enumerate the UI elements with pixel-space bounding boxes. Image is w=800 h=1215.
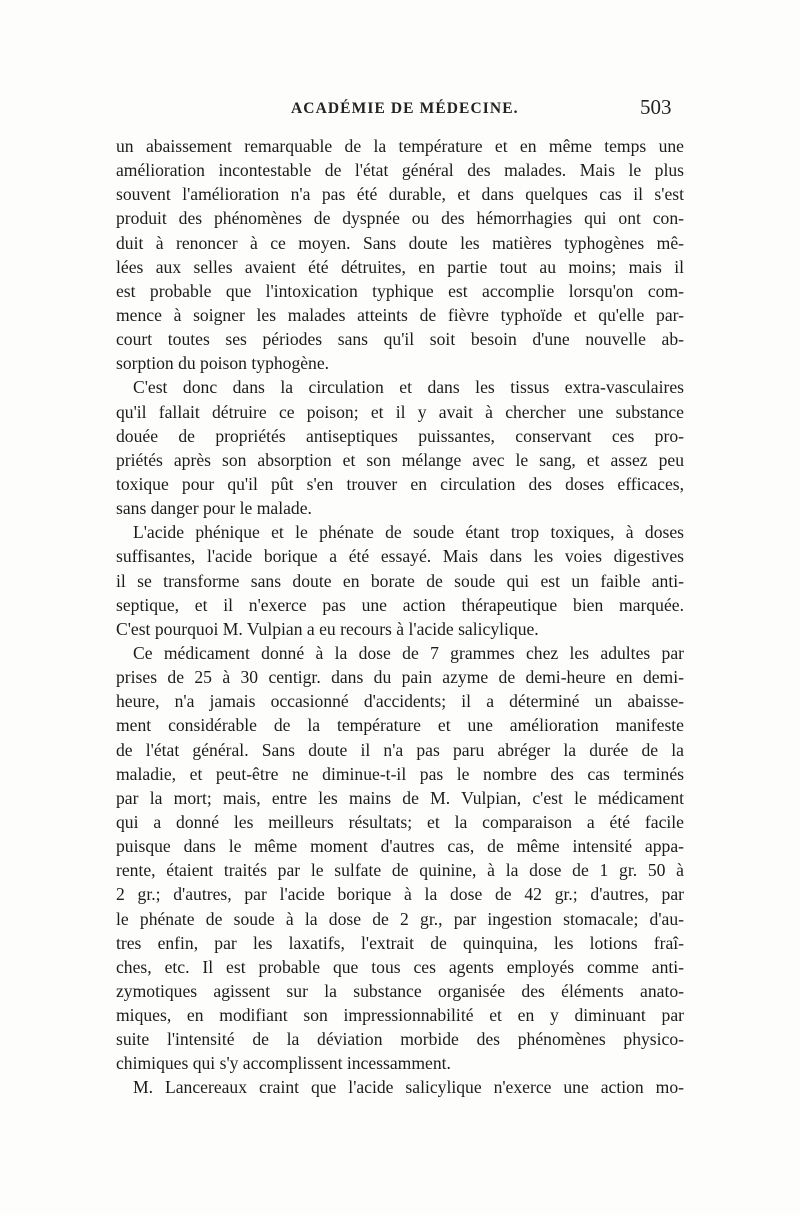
text-line: M. Lancereaux craint que l'acide salicylique n'exerce une action mo-: [133, 1077, 684, 1098]
text-line: sans danger pour le malade.: [116, 498, 312, 519]
text-line: zymotiques agissent sur la substance organisée des éléments anato-: [116, 980, 684, 1001]
text-line: duit à renoncer à ce moyen. Sans doute les matières typhogènes mê-: [116, 232, 684, 253]
text-line: souvent l'amélioration n'a pas été durable, et dans quelques cas il s'est: [116, 184, 684, 205]
text-line: court toutes ses périodes sans qu'il soit besoin d'une nouvelle ab-: [116, 329, 684, 350]
text-line: septique, et il n'exerce pas une action thérapeutique bien marquée.: [116, 594, 684, 615]
running-title: ACADÉMIE DE MÉDECINE.: [291, 100, 519, 117]
text-line: tres enfin, par les laxatifs, l'extrait de quinquina, les lotions fraî-: [116, 932, 684, 953]
text-line: Ce médicament donné à la dose de 7 grammes chez les adultes par: [133, 642, 684, 663]
text-line: heure, n'a jamais occasionné d'accidents; il a déterminé un abaisse-: [116, 691, 684, 712]
text-line: un abaissement remarquable de la température et en même temps une: [116, 136, 684, 156]
text-line: ment considérable de la température et une amélioration manifeste: [116, 715, 684, 736]
text-line: est probable que l'intoxication typhique est accomplie lorsqu'on com-: [116, 280, 684, 301]
text-line: miques, en modifiant son impressionnabilité et en y diminuant par: [116, 1005, 684, 1026]
text-line: lées aux selles avaient été détruites, en partie tout au moins; mais il: [116, 256, 684, 277]
text-line: toxique pour qu'il pût s'en trouver en circulation des doses efficaces,: [116, 473, 684, 494]
page-number: 503: [640, 95, 672, 119]
text-line: par la mort; mais, entre les mains de M. Vulpian, c'est le médicament: [116, 787, 684, 808]
text-line: suite l'intensité de la déviation morbide des phénomènes physico-: [116, 1029, 684, 1050]
text-line: de l'état général. Sans doute il n'a pas paru abréger la durée de la: [116, 739, 684, 760]
text-line: maladie, et peut-être ne diminue-t-il pas le nombre des cas terminés: [116, 763, 684, 784]
running-header: [0, 96, 800, 126]
text-line: rente, étaient traités par le sulfate de quinine, à la dose de 1 gr. 50 à: [116, 860, 684, 881]
text-line: sorption du poison typhogène.: [116, 353, 330, 374]
text-line: qu'il fallait détruire ce poison; et il y avait à chercher une substance: [116, 401, 684, 422]
text-line: mence à soigner les malades atteints de fièvre typhoïde et qu'elle par-: [116, 304, 684, 325]
text-line: il se transforme sans doute en borate de soude qui est un faible anti-: [116, 570, 684, 591]
text-line: qui a donné les meilleurs résultats; et la comparaison a été facile: [116, 811, 684, 832]
text-line: chimiques qui s'y accomplissent incessamment.: [116, 1053, 451, 1074]
text-line: priétés après son absorption et son mélange avec le sang, et assez peu: [116, 449, 684, 470]
text-line: amélioration incontestable de l'état général des malades. Mais le plus: [116, 160, 684, 181]
text-line: ches, etc. Il est probable que tous ces agents employés comme anti-: [116, 956, 684, 977]
text-line: L'acide phénique et le phénate de soude étant trop toxiques, à doses: [133, 522, 684, 543]
text-line: C'est pourquoi M. Vulpian a eu recours à l'acide salicylique.: [116, 618, 539, 639]
text-line: 2 gr.; d'autres, par l'acide borique à la dose de 42 gr.; d'autres, par: [116, 884, 684, 905]
text-line: prises de 25 à 30 centigr. dans du pain azyme de demi-heure en demi-: [116, 667, 684, 688]
text-line: le phénate de soude à la dose de 2 gr., par ingestion stomacale; d'au-: [116, 908, 684, 929]
text-line: C'est donc dans la circulation et dans les tissus extra-vasculaires: [133, 377, 684, 398]
text-line: douée de propriétés antiseptiques puissantes, conservant ces pro-: [116, 425, 684, 446]
text-line: produit des phénomènes de dyspnée ou des hémorrhagies qui ont con-: [116, 208, 684, 229]
text-line: puisque dans le même moment d'autres cas, de même intensité appa-: [116, 836, 684, 857]
body-text: [116, 134, 684, 1100]
text-line: suffisantes, l'acide borique a été essayé. Mais dans les voies digestives: [116, 546, 684, 567]
